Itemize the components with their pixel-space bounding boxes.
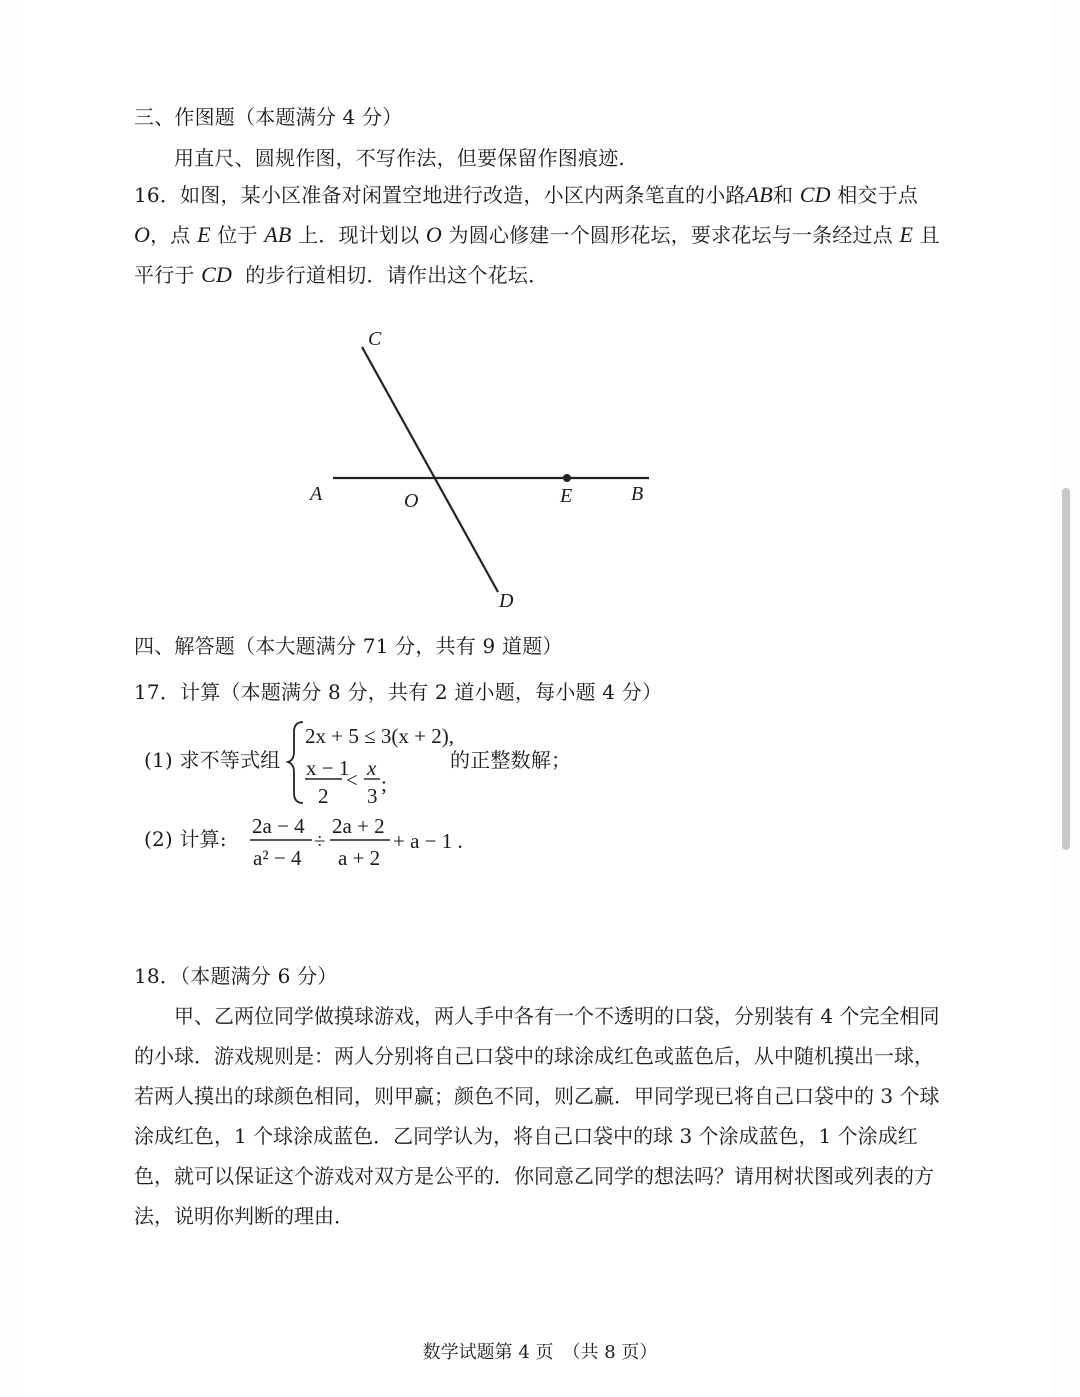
inequality-1: 2x + 5 ≤ 3(x + 2),: [305, 724, 454, 748]
label-b: B: [631, 483, 644, 505]
q16-var-ab: AB: [745, 182, 773, 207]
q16-text: 平行于: [134, 263, 195, 287]
q17-part1-suffix: 的正整数解；: [450, 748, 572, 772]
ineq2-den-right: 3: [367, 784, 378, 808]
division-sign: ÷: [314, 829, 326, 853]
q16-var-cd: CD: [799, 182, 831, 207]
q16-text: 16．如图，某小区准备对闲置空地进行改造，小区内两条笔直的小路: [134, 183, 746, 207]
ineq2-num-right: x: [367, 756, 377, 780]
ineq2-den-left: 2: [318, 784, 329, 808]
q16-var-o: O: [134, 222, 151, 247]
q16-var-o: O: [425, 222, 442, 247]
q16-var-cd: CD: [201, 262, 233, 287]
ineq2-end: ;: [381, 772, 387, 796]
frac2-denominator: a + 2: [338, 846, 381, 870]
q16-text: 位于: [217, 223, 258, 247]
q16-text: 为圆心修建一个圆形花坛，要求花坛与一条经过点: [448, 223, 893, 247]
q17-part1-label: (1) 求不等式组: [144, 748, 281, 772]
expression-tail: + a − 1 .: [393, 829, 463, 853]
q18-body: 甲、乙两位同学做摸球游戏，两人手中各有一个不透明的口袋，分别装有 4 个完全相同的小球．游戏规则是：两人分别将自己口袋中的球涂成红色或蓝色后，从中随机摸出一球，若两人摸出的球颜色相同，则甲赢；颜色不同，则乙赢．甲同学现已将自己口袋中的 3 个球涂成红色，1 个球涂成蓝色．乙同学认为，将自己口袋中的球 3 个涂成蓝色，1 个涂成红色，就可以保证这个游戏对双方是公平的．你同意乙同学的想法吗？请用树状图或列表的方法，说明你判断的理由．: [134, 1004, 940, 1228]
q16-text: 和: [772, 183, 794, 207]
q17-title: 17．计算（本题满分 8 分，共有 2 道小题，每小题 4 分）: [134, 680, 663, 704]
label-e: E: [560, 485, 573, 507]
q16-text: 上．现计划以: [298, 223, 420, 247]
frac2-numerator: 2a + 2: [332, 814, 385, 838]
q16-text: 的步行道相切．请作出这个花坛．: [245, 263, 549, 287]
q16-text: 且: [919, 223, 940, 247]
q16-text: 相交于点: [837, 183, 919, 207]
q16-var-ab: AB: [264, 222, 292, 247]
q18-title: 18．（本题满分 6 分）: [134, 964, 338, 988]
label-d: D: [499, 590, 514, 612]
section-4-title: 四、解答题（本大题满分 71 分，共有 9 道题）: [134, 634, 563, 658]
frac1-denominator: a² − 4: [253, 846, 302, 870]
label-c: C: [368, 328, 382, 350]
frac1-numerator: 2a − 4: [252, 814, 305, 838]
section-3-instruction: 用直尺、圆规作图，不写作法，但要保留作图痕迹.: [174, 146, 625, 170]
label-o: O: [404, 490, 419, 512]
label-a: A: [310, 483, 323, 505]
ineq2-num-left: x − 1: [306, 756, 350, 780]
q16-var-e: E: [197, 222, 211, 247]
q16-text: ，点: [150, 223, 191, 247]
q17-part2-label: (2) 计算:: [144, 827, 227, 851]
q16-var-e: E: [899, 222, 914, 247]
page-footer: 数学试题第 4 页 （共 8 页）: [422, 1342, 658, 1363]
ineq2-lt: <: [346, 768, 358, 792]
section-3-title: 三、作图题（本题满分 4 分）: [134, 105, 403, 129]
